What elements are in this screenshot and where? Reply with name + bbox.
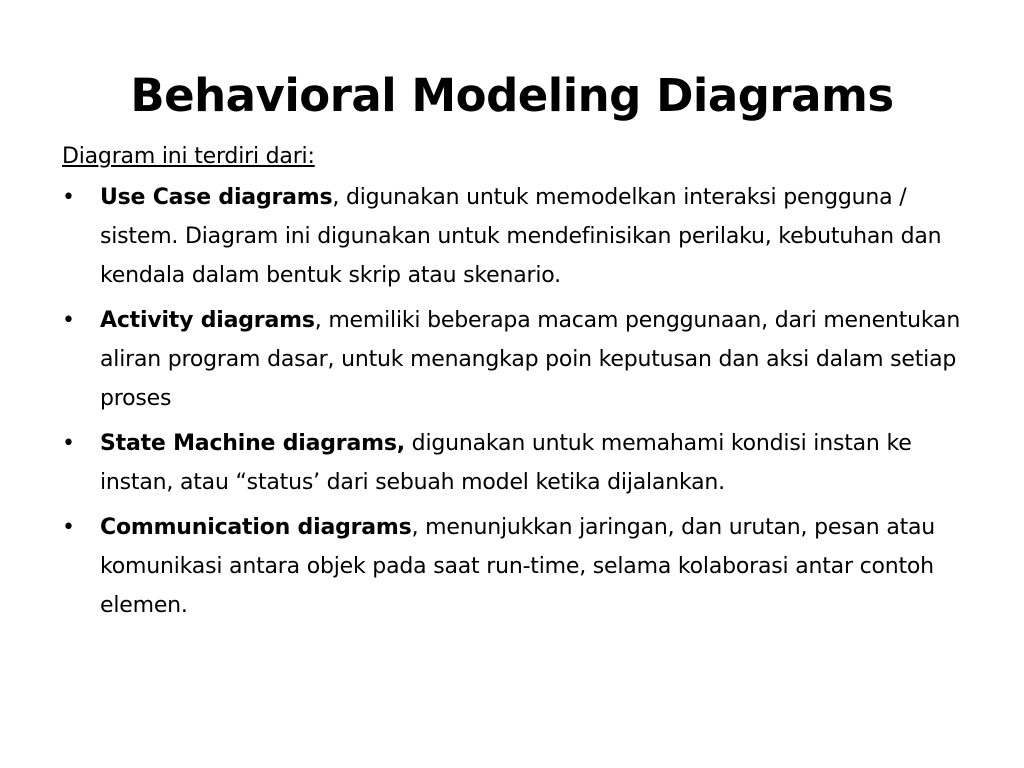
bullet-description: , digunakan untuk memodelkan interaksi pengguna / sistem. Diagram ini digunakan untuk mendefinisikan perilaku, kebutuhan dan kendala dalam bentuk skrip atau skenario. [100,185,942,288]
bullet-icon: • [62,185,75,210]
intro-text: Diagram ini terdiri dari: [62,144,315,169]
bullet-item-activity [62,301,972,418]
slide-content [62,138,972,631]
bullet-description: digunakan untuk memahami kondisi instan ke instan, atau “status’ dari sebuah model ketika dijalankan. [100,431,912,495]
bullet-description: , memiliki beberapa macam penggunaan, dari menentukan aliran program dasar, untuk menangkap poin keputusan dan aksi dalam setiap proses [100,308,961,411]
bullet-term: Use Case diagrams [100,185,333,210]
bullet-description: , menunjukkan jaringan, dan urutan, pesan atau komunikasi antara objek pada saat run-time, selama kolaborasi antar contoh elemen. [100,515,936,618]
bullet-icon: • [62,431,75,456]
bullet-item-use-case [62,178,972,295]
bullet-term: Communication diagrams [100,515,412,540]
bullet-term: Activity diagrams [100,308,315,333]
bullet-item-communication [62,508,972,625]
slide-title: Behavioral Modeling Diagrams [130,69,894,122]
bullet-icon: • [62,308,75,333]
bullet-item-state-machine [62,424,972,502]
bullet-term: State Machine diagrams, [100,431,405,456]
bullet-icon: • [62,515,75,540]
bullet-list [62,178,972,625]
